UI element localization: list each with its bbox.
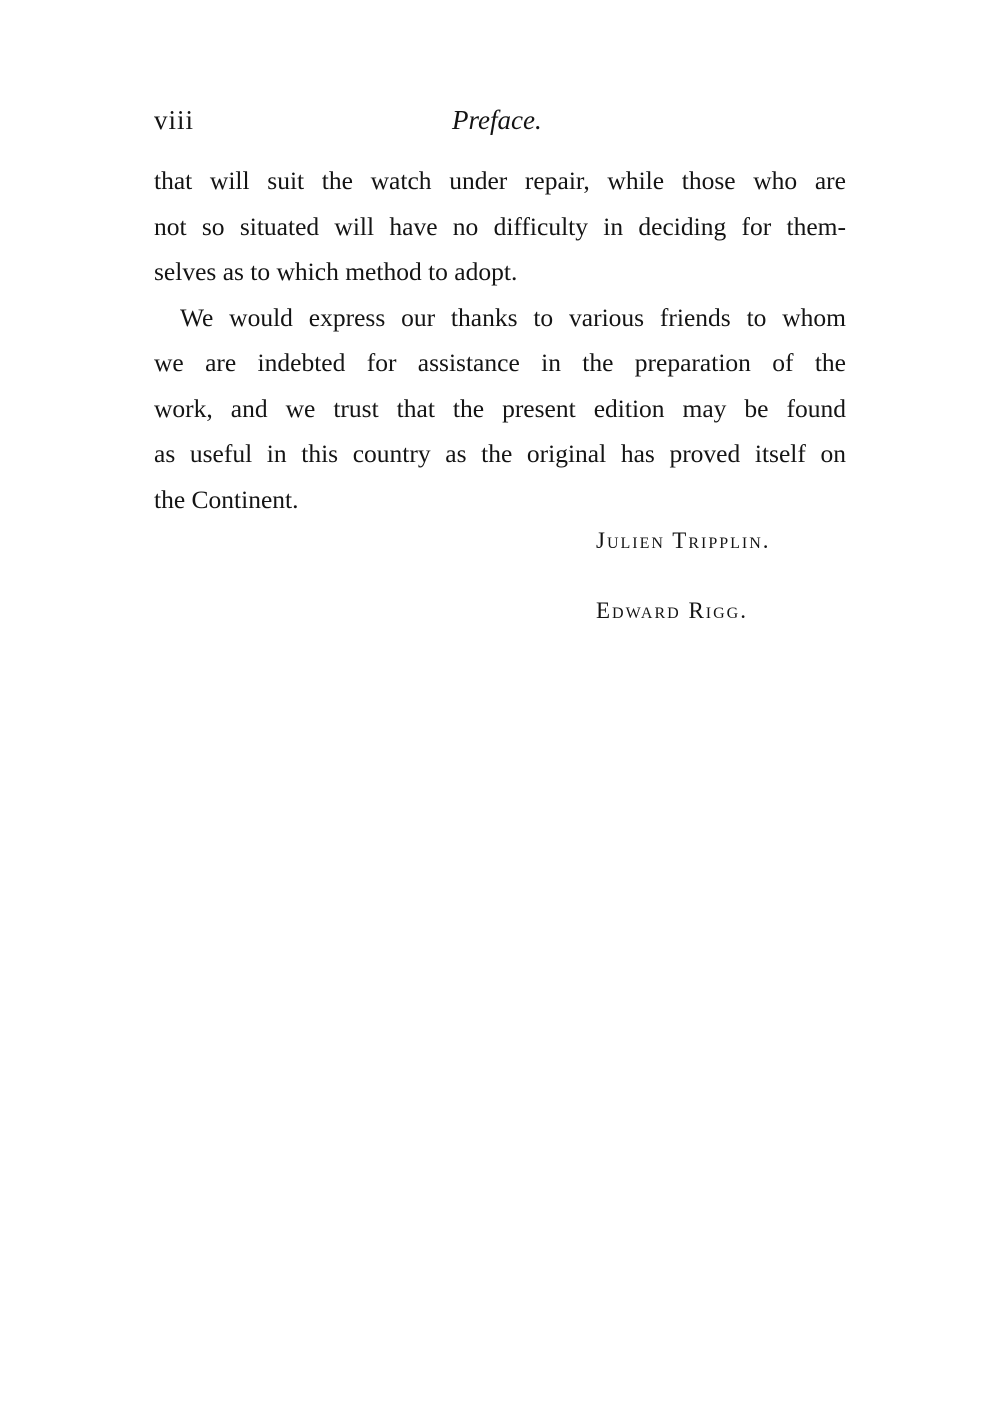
- preface-body: [154, 158, 846, 522]
- running-head: [154, 100, 846, 140]
- text-line: We would express our thanks to various friends to whom: [180, 302, 846, 332]
- text-line: that will suit the watch under repair, while those who are: [154, 166, 846, 195]
- text-line: the Continent.: [154, 484, 299, 514]
- running-title: Preface.: [452, 105, 542, 135]
- paragraph: [154, 158, 846, 295]
- text-line: selves as to which method to adopt.: [154, 257, 518, 286]
- signature-julien-tripplin: Julien Tripplin.: [596, 528, 771, 553]
- page-number: viii: [154, 105, 195, 135]
- signature-edward-rigg: Edward Rigg.: [596, 598, 748, 623]
- text-line: as useful in this country as the original has proved itself on: [154, 439, 846, 468]
- text-line: not so situated will have no difficulty in deciding for them-: [154, 211, 846, 241]
- paragraph: [154, 295, 846, 523]
- text-line: work, and we trust that the present edition may be found: [154, 393, 846, 423]
- text-line: we are indebted for assistance in the preparation of the: [154, 348, 846, 377]
